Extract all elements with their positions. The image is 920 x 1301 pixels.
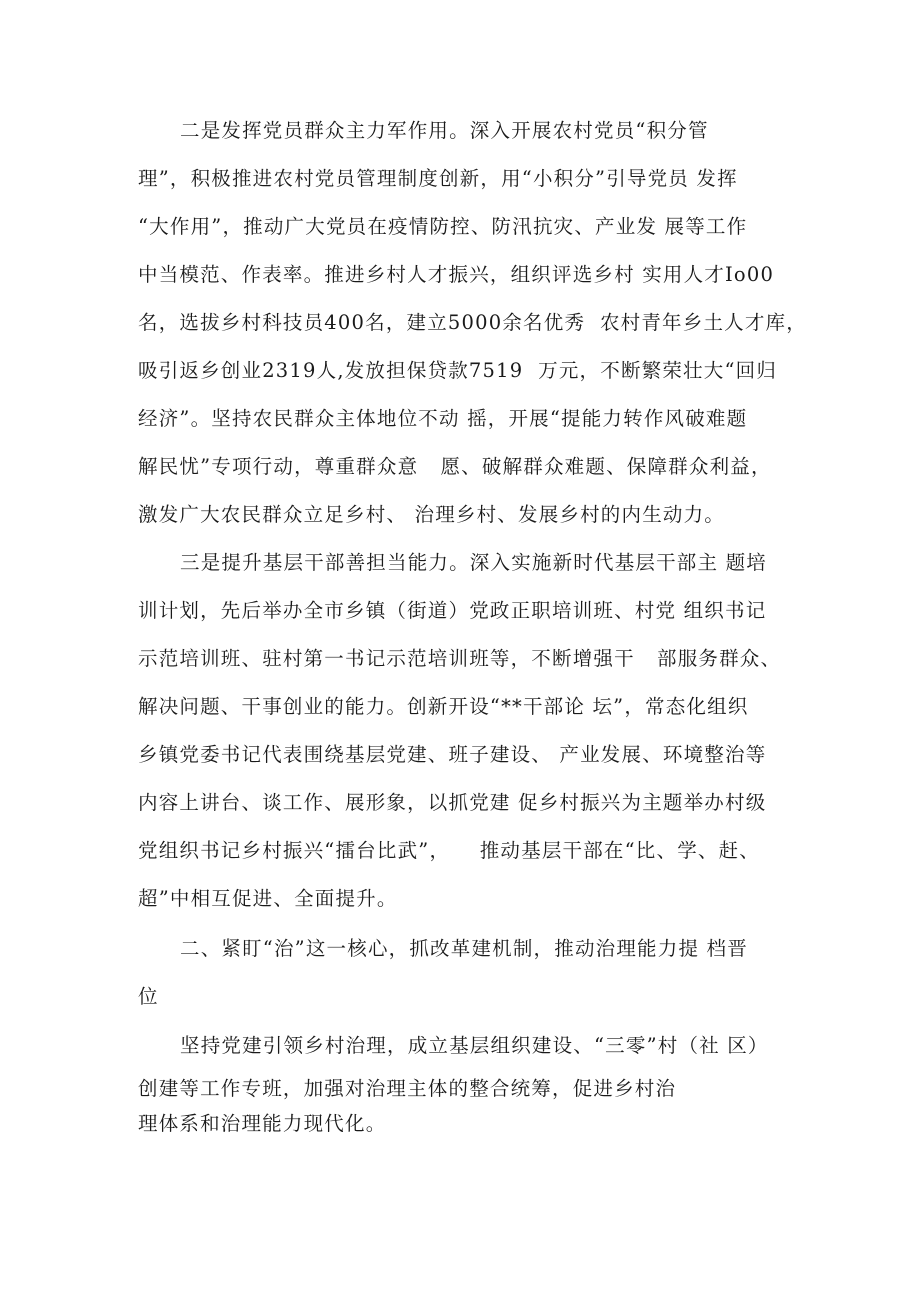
paragraph-line: 激发广大农民群众立足乡村、 治理乡村、发展乡村的内生动力。 — [138, 503, 725, 526]
paragraph-line: 吸引返乡创业2319人,发放担保贷款7519 万元，不断繁荣壮大“回归 — [138, 359, 778, 382]
paragraph-line: 名，选拔乡村科技员400名，建立5000余名优秀 农村青年乡土人才库， — [138, 311, 807, 334]
paragraph-line: 解决问题、干事创业的能力。创新开设“**干部论 坛”，常态化组织 — [138, 695, 749, 718]
paragraph-line: 超”中相互促进、全面提升。 — [138, 887, 398, 910]
paragraph-line: 理体系和治理能力现代化。 — [138, 1112, 387, 1135]
paragraph-line: 理”，积极推进农村党员管理制度创新，用“小积分”引导党员 发挥 — [138, 167, 738, 190]
paragraph-line: 训计划，先后举办全市乡镇（街道）党政正职培训班、村党 组织书记 — [138, 599, 767, 622]
paragraph-line: 解民忧”专项行动，尊重群众意 愿、破解群众难题、保障群众利益， — [138, 455, 772, 478]
paragraph-line: 创建等工作专班，加强对治理主体的整合统筹，促进乡村治 — [138, 1077, 677, 1100]
paragraph-line: 乡镇党委书记代表围绕基层党建、班子建设、 产业发展、环境整治等 — [138, 743, 767, 766]
paragraph-line: 二是发挥党员群众主力军作用。深入开展农村党员“积分管 — [180, 119, 709, 142]
paragraph-line: 经济”。坚持农民群众主体地位不动 摇，开展“提能力转作风破难题 — [138, 407, 748, 430]
paragraph-line: 内容上讲台、谈工作、展形象，以抓党建 促乡村振兴为主题举办村级 — [138, 791, 767, 814]
paragraph-line: 三是提升基层干部善担当能力。深入实施新时代基层干部主 题培 — [180, 551, 767, 574]
paragraph-line: 示范培训班、驻村第一书记示范培训班等，不断增强干 部服务群众、 — [138, 647, 782, 670]
paragraph-line: 坚持党建引领乡村治理，成立基层组织建设、“三零”村（社 区） — [180, 1034, 769, 1057]
section-heading-line: 位 — [138, 985, 159, 1008]
paragraph-line: 中当模范、作表率。推进乡村人才振兴，组织评选乡村 实用人才Io00 — [138, 263, 775, 286]
paragraph-line: 党组织书记乡村振兴“擂台比武”， 推动基层干部在“比、学、赶、 — [138, 839, 761, 862]
section-heading-line: 二、紧盯“治”这一核心，抓改革建机制，推动治理能力提 档晋 — [180, 937, 748, 960]
paragraph-line: “大作用”，推动广大党员在疫情防控、防汛抗灾、产业发 展等工作 — [138, 215, 748, 238]
